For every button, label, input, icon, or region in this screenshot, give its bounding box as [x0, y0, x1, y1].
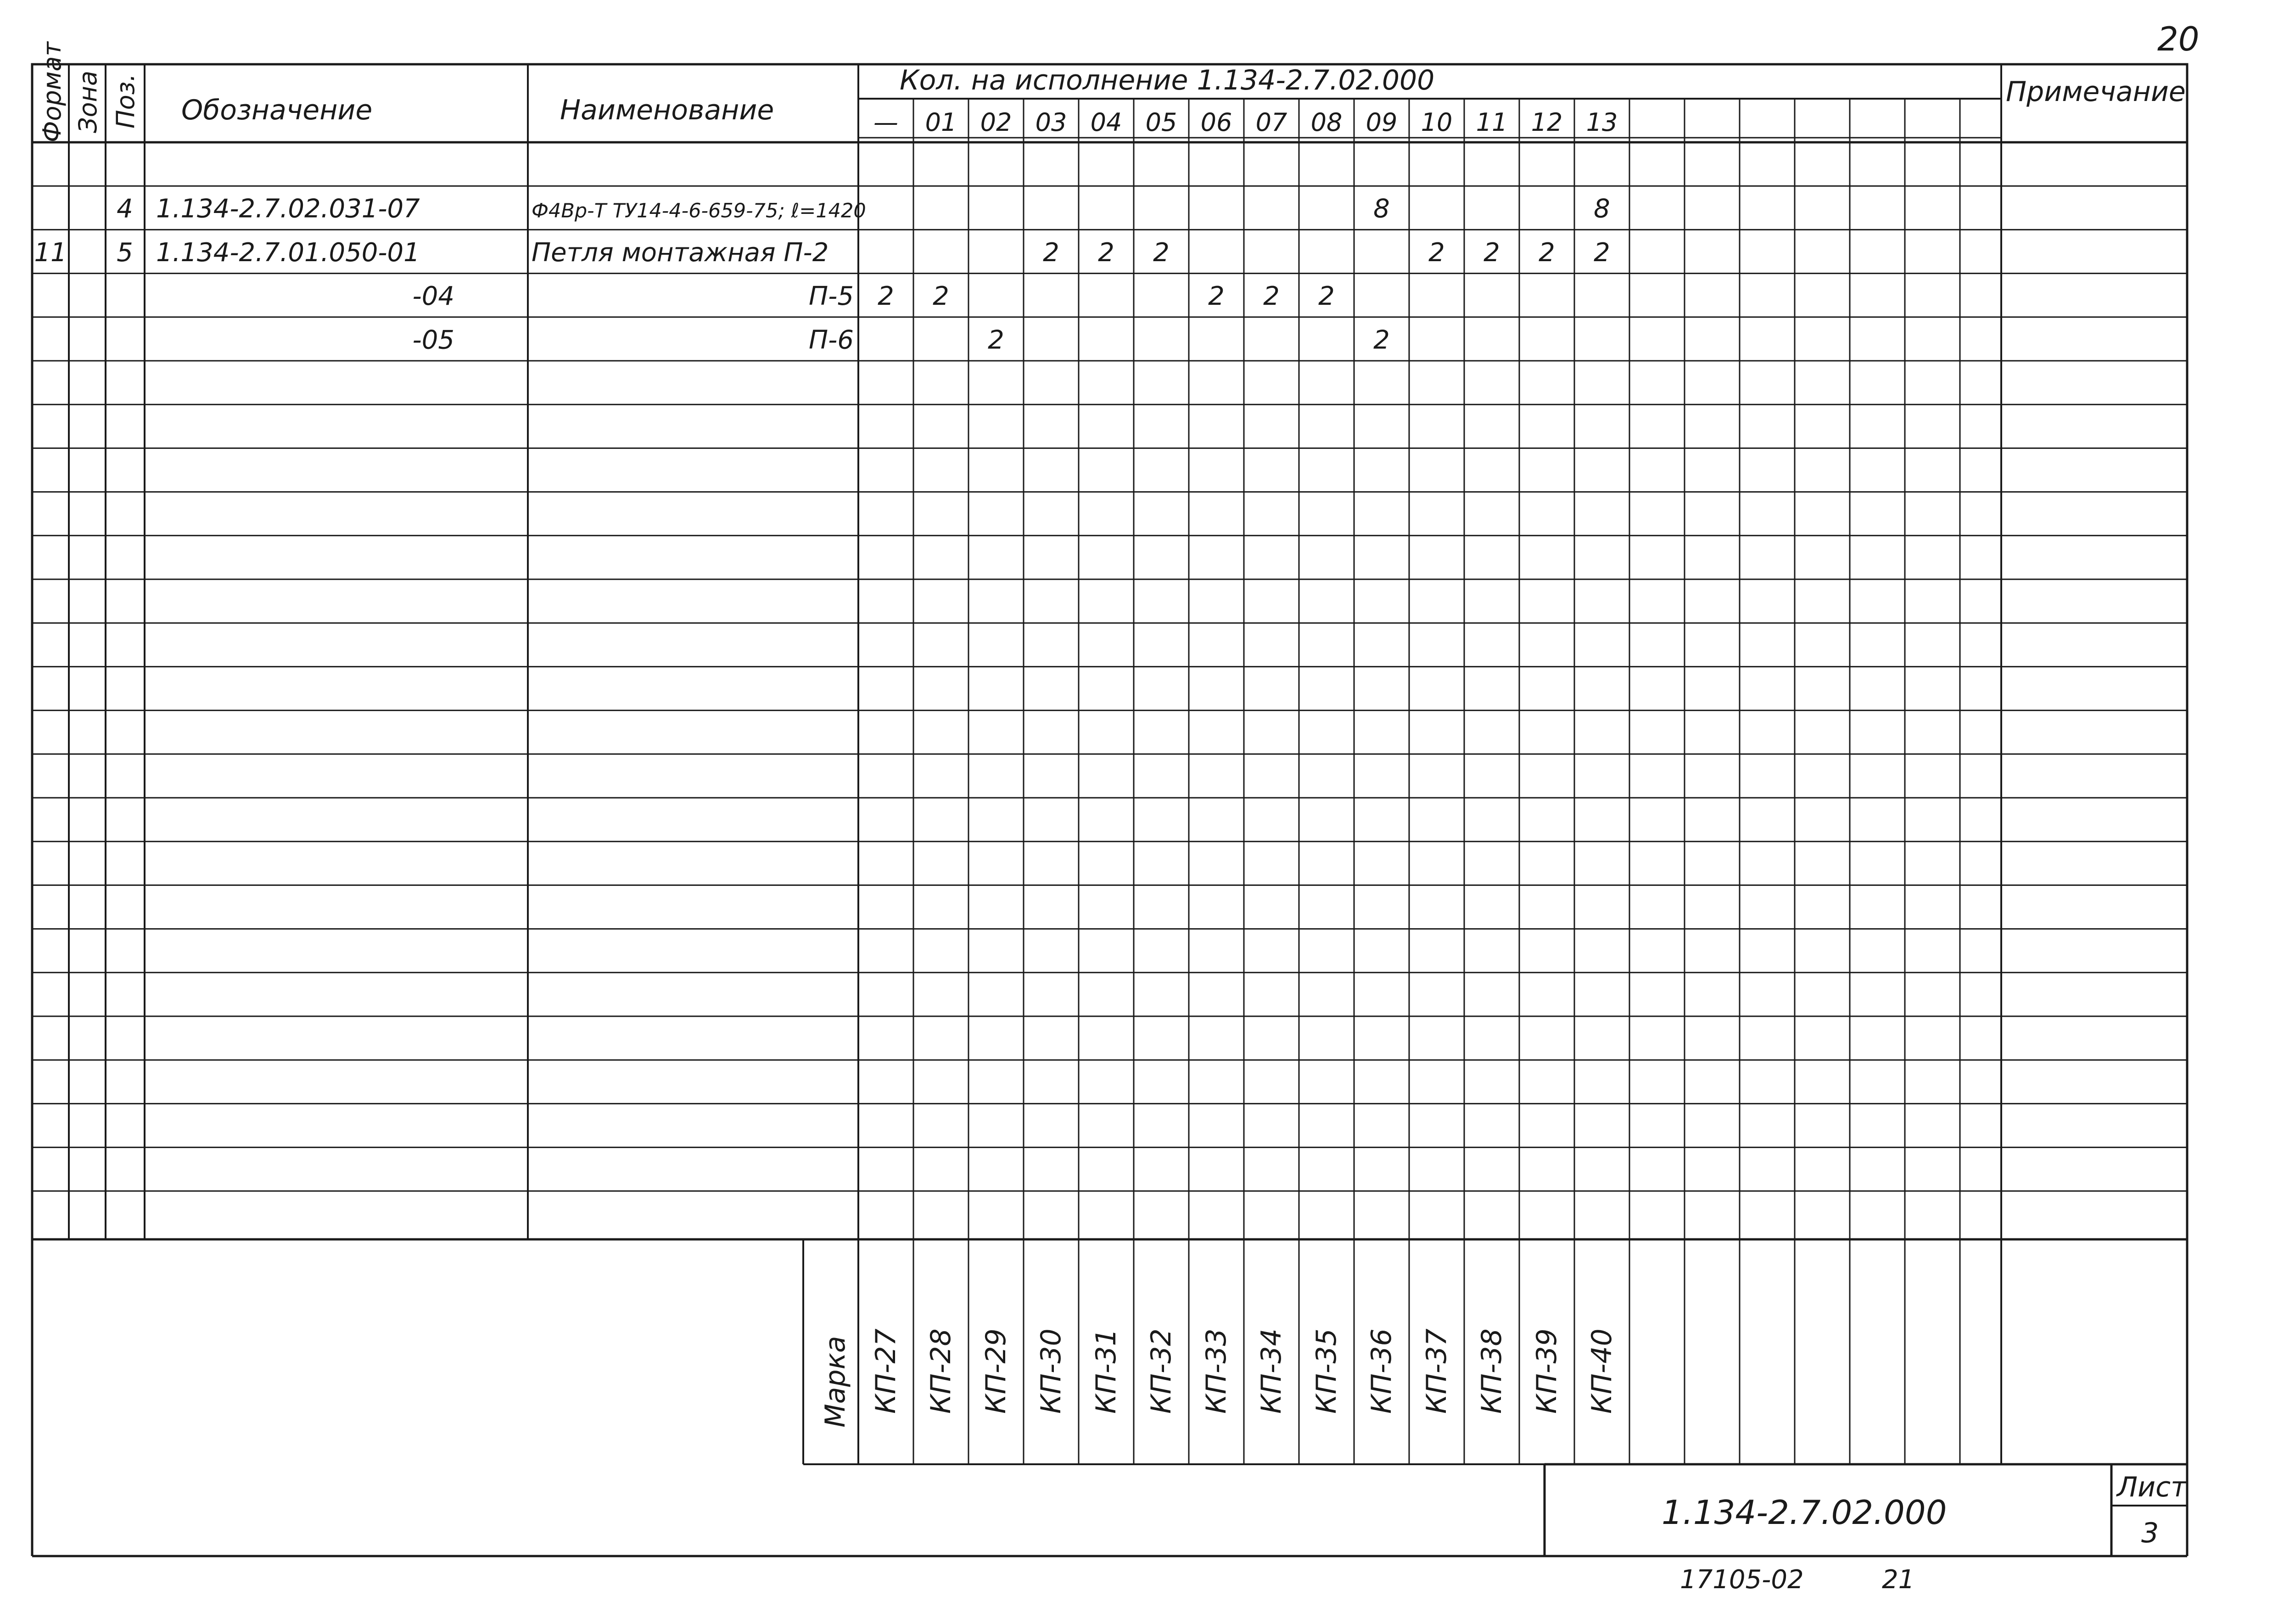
header-designation: Обозначение — [181, 94, 373, 126]
cell-qty: 8 — [1594, 194, 1610, 224]
marka-value: КП-27 — [870, 1328, 902, 1414]
marka-value: КП-28 — [925, 1328, 957, 1414]
cell-designation: 1.134-2.7.02.031-07 — [156, 194, 420, 224]
cell-qty: 2 — [1208, 281, 1225, 312]
cell-qty: 2 — [1594, 237, 1610, 268]
header-qty-title: Кол. на исполнение 1.134-2.7.02.000 — [900, 64, 1435, 96]
cell-qty: 2 — [1539, 237, 1555, 268]
doc-number: 1.134-2.7.02.000 — [1662, 1493, 1947, 1532]
marka-value: КП-33 — [1200, 1328, 1232, 1414]
archive-number: 17105-02 — [1680, 1565, 1804, 1595]
marka-value: КП-35 — [1310, 1328, 1343, 1414]
marka-value: КП-31 — [1090, 1328, 1122, 1414]
cell-designation: -05 — [412, 325, 454, 355]
cell-qty: 2 — [1263, 281, 1280, 312]
variant-label: 09 — [1366, 108, 1398, 137]
cell-qty: 2 — [933, 281, 949, 312]
table-row — [34, 238, 1610, 268]
cell-name: П-6 — [809, 325, 854, 355]
variant-label: 05 — [1145, 108, 1177, 137]
variant-label: 10 — [1421, 108, 1453, 137]
header-zone: Зона — [73, 70, 102, 133]
header-note: Примечание — [2006, 76, 2186, 108]
header-pos: Поз. — [111, 73, 140, 129]
marka-value: КП-34 — [1255, 1328, 1287, 1414]
table-row — [117, 194, 1610, 224]
cell-qty: 2 — [1153, 237, 1170, 268]
marka-label: Марка — [819, 1336, 851, 1428]
variant-label: 12 — [1531, 108, 1563, 137]
marka-value: КП-29 — [980, 1328, 1012, 1414]
marka-value: КП-38 — [1476, 1328, 1508, 1414]
marka-value: КП-32 — [1145, 1328, 1177, 1414]
cell-name: П-5 — [809, 281, 854, 312]
cell-format: 11 — [34, 237, 67, 268]
cell-qty: 2 — [878, 281, 894, 312]
variant-label: 13 — [1586, 108, 1618, 137]
variant-label: 07 — [1255, 108, 1287, 137]
cell-qty: 2 — [1483, 237, 1500, 268]
cell-qty: 2 — [1098, 237, 1114, 268]
variant-label: 04 — [1090, 108, 1122, 137]
variant-labels — [873, 108, 1618, 137]
cell-qty: 2 — [1043, 237, 1059, 268]
cell-qty: 2 — [1318, 281, 1335, 312]
marka-value: КП-39 — [1531, 1328, 1563, 1414]
variant-label: 06 — [1200, 108, 1232, 137]
marka-value: КП-36 — [1366, 1328, 1398, 1414]
variant-label: 08 — [1310, 108, 1343, 137]
sheet-number: 3 — [2141, 1517, 2159, 1549]
page-ref: 21 — [1882, 1565, 1915, 1595]
cell-pos: 4 — [117, 194, 133, 224]
variant-label: 02 — [980, 108, 1012, 137]
variant-label: 01 — [925, 108, 957, 137]
table-row — [413, 325, 1390, 355]
cell-qty: 2 — [1373, 325, 1390, 355]
cell-designation: 1.134-2.7.01.050-01 — [156, 237, 420, 268]
header-name: Наименование — [560, 94, 774, 126]
cell-name: Ф4Вр-Т ТУ14-4-6-659-75; ℓ=1420 — [532, 199, 866, 223]
variant-column-lines — [913, 99, 1960, 1464]
variant-label: 03 — [1035, 108, 1067, 137]
table-row — [413, 281, 1335, 311]
cell-qty: 2 — [988, 325, 1004, 355]
main-columns — [69, 64, 2001, 1464]
header-format: Формат — [38, 41, 67, 142]
variant-label: 11 — [1476, 108, 1508, 137]
page-number: 20 — [2157, 20, 2200, 58]
cell-designation: -04 — [412, 281, 454, 312]
marka-value: КП-40 — [1586, 1328, 1618, 1414]
cell-name: Петля монтажная П-2 — [532, 237, 829, 268]
cell-pos: 5 — [117, 237, 133, 268]
variant-label: — — [873, 108, 898, 137]
data-rows — [34, 194, 1610, 355]
row-lines — [32, 186, 2187, 1191]
sheet-label: Лист — [2117, 1471, 2187, 1503]
marka-value: КП-30 — [1035, 1328, 1067, 1414]
marka-value: КП-37 — [1421, 1328, 1453, 1414]
cell-qty: 2 — [1428, 237, 1445, 268]
cell-qty: 8 — [1373, 194, 1390, 224]
